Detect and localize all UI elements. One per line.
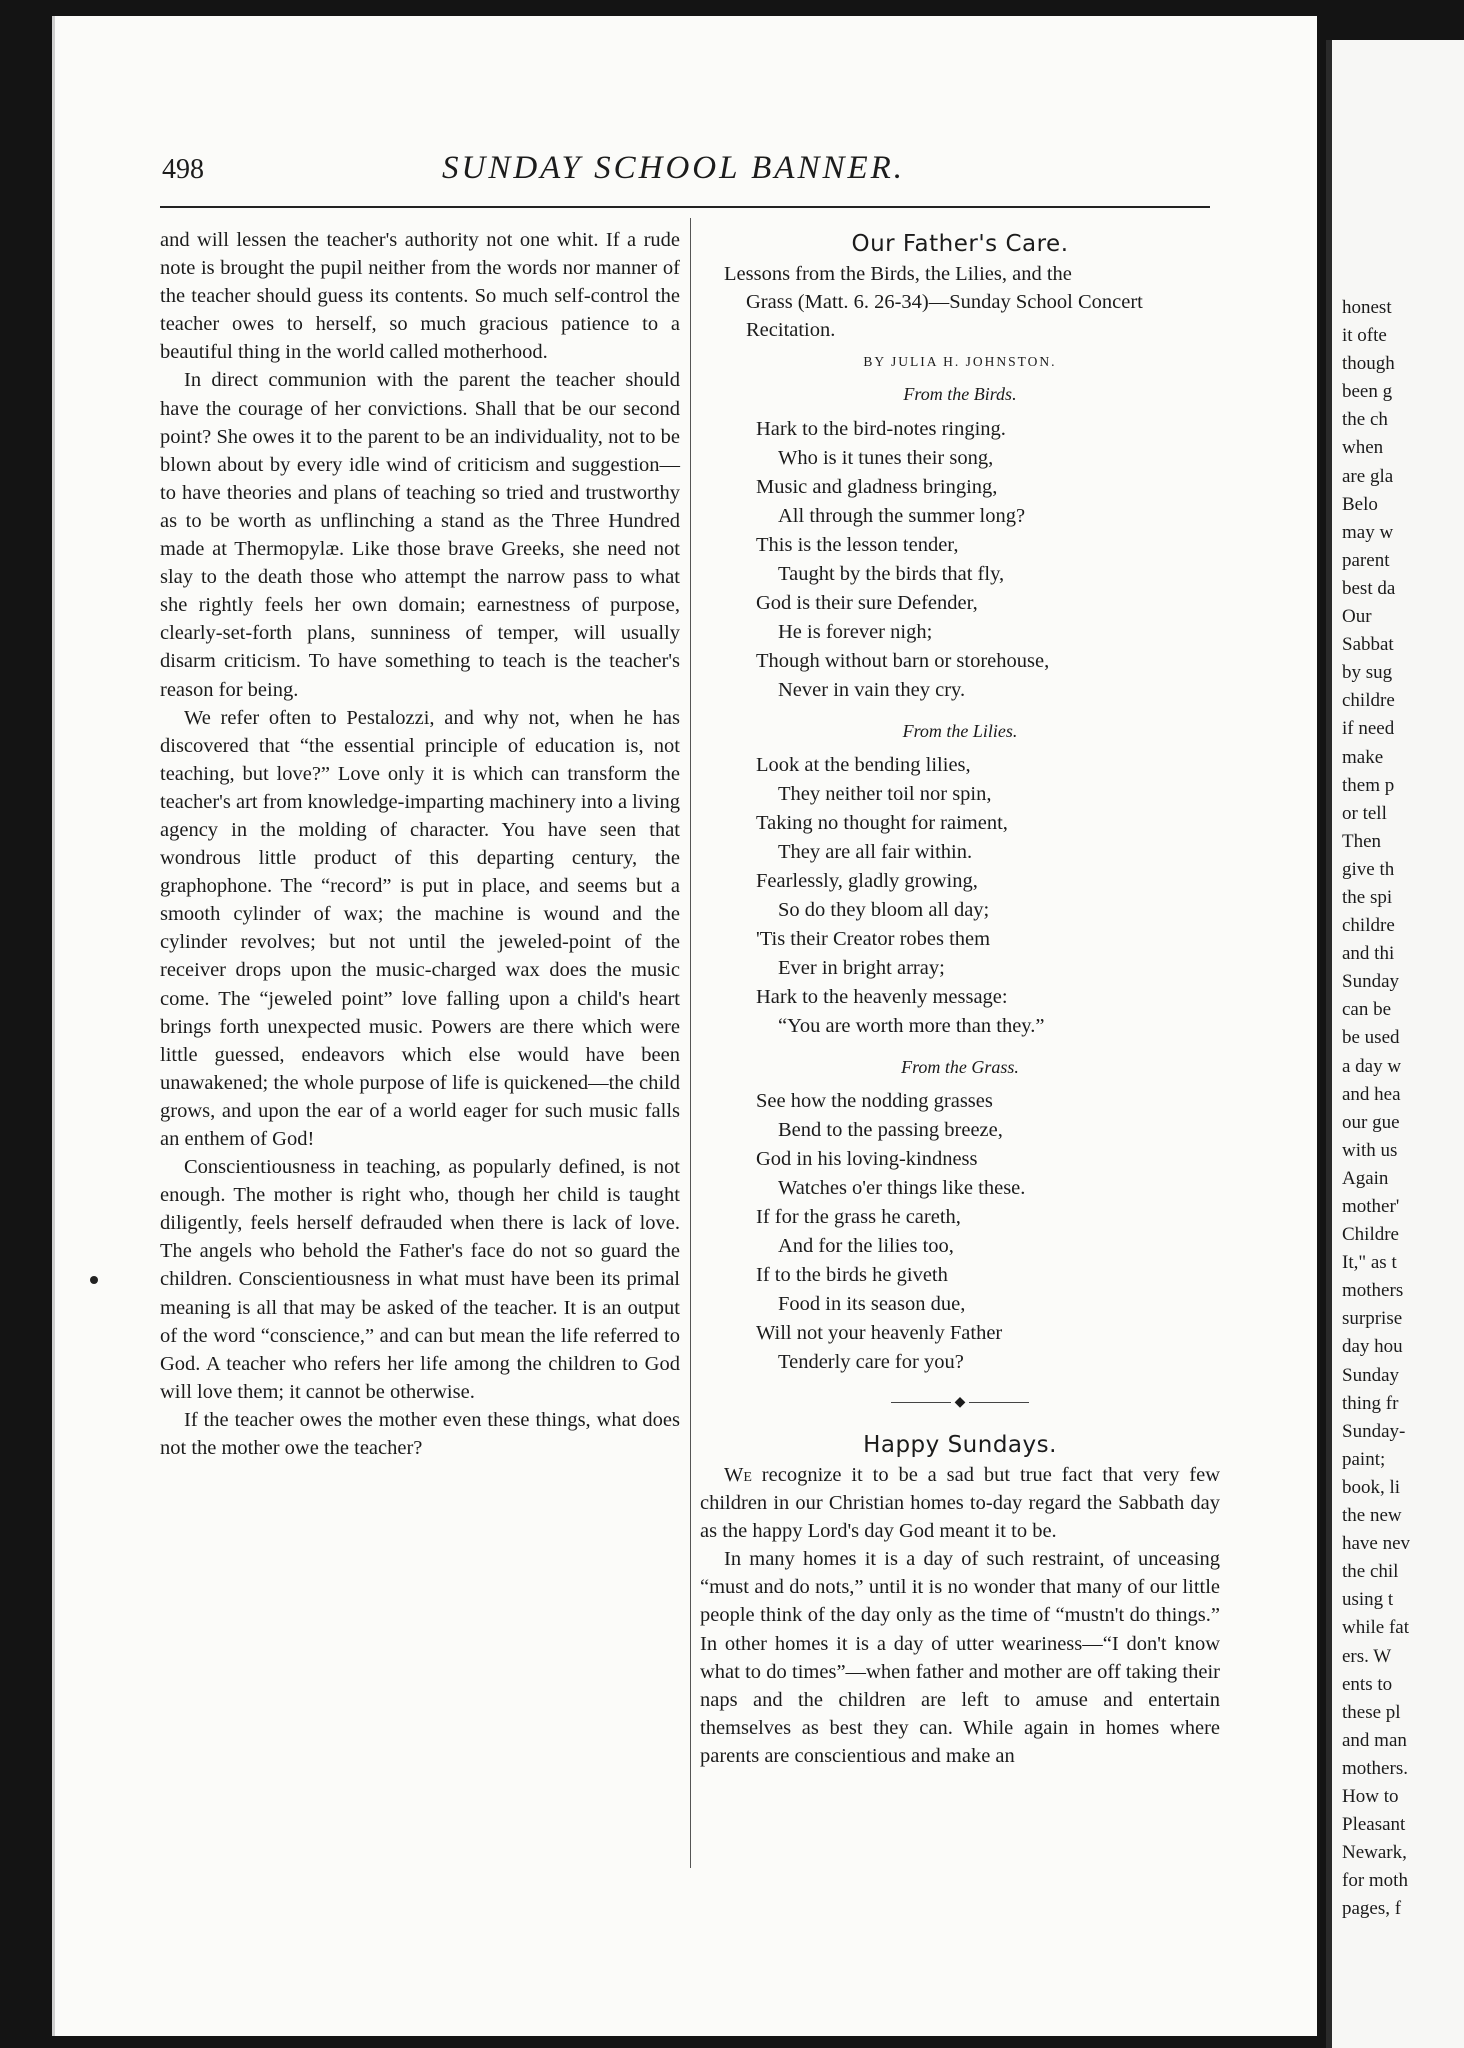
adjacent-page-text bbox=[1342, 294, 1410, 1923]
adjacent-page-line: Then bbox=[1342, 830, 1382, 852]
adjacent-page-line: a day w bbox=[1342, 1055, 1402, 1077]
adjacent-page-line: may w bbox=[1342, 521, 1394, 543]
poem-line: Food in its season due, bbox=[778, 1292, 966, 1315]
adjacent-page-line: Again bbox=[1342, 1167, 1389, 1189]
adjacent-page-line: Sunday bbox=[1342, 1364, 1399, 1386]
paragraph-text: recognize it to be a sad but true fact that very few children in our Christian homes to-day regard the Sabbath day as the happy Lord's day God meant it to be. bbox=[700, 1463, 1220, 1543]
adjacent-page-line: with us bbox=[1342, 1139, 1398, 1161]
adjacent-page-line: give th bbox=[1342, 858, 1395, 880]
adjacent-page-line: mothers. bbox=[1342, 1757, 1408, 1779]
poem-section-heading: From the Lilies. bbox=[902, 720, 1018, 741]
adjacent-page-line: Sunday- bbox=[1342, 1420, 1406, 1442]
adjacent-page-line: the ch bbox=[1342, 409, 1388, 431]
poem-line: 'Tis their Creator robes them bbox=[756, 927, 991, 950]
adjacent-page-line: or tell bbox=[1342, 802, 1387, 824]
dropcap: We bbox=[724, 1463, 752, 1486]
poem-line: They are all fair within. bbox=[778, 840, 973, 863]
poem-line: They neither toil nor spin, bbox=[778, 782, 992, 805]
poem-line: Hark to the heavenly message: bbox=[756, 985, 1008, 1008]
poem-line: All through the summer long? bbox=[778, 504, 1026, 527]
adjacent-page-line: childre bbox=[1342, 690, 1395, 712]
subtitle-line: Recitation. bbox=[746, 319, 836, 342]
poem-line: God is their sure Defender, bbox=[756, 591, 978, 614]
page-number: 498 bbox=[162, 154, 204, 185]
adjacent-page-line: day hou bbox=[1342, 1336, 1403, 1358]
adjacent-page-line: ents to bbox=[1342, 1673, 1393, 1695]
poem-line: He is forever nigh; bbox=[778, 620, 933, 643]
adjacent-page-line: it ofte bbox=[1342, 325, 1387, 347]
adjacent-page-line: ers. W bbox=[1342, 1645, 1392, 1667]
paragraph: In many homes it is a day of such restraint, of unceasing “must and do nots,” until it is no wonder that many of our little people think of the day only as the time of “mustn't do things.” In other homes it is a day of utter weariness—“I don't know what to do times”—when father and mother are off taking their naps and the children are left to amuse and entertain themselves as best they can. While again in homes where parents are conscientious and make an bbox=[700, 1548, 1220, 1767]
adjacent-page-line: the spi bbox=[1342, 886, 1393, 908]
adjacent-page-line: How to bbox=[1342, 1785, 1399, 1807]
adjacent-page-line: the new bbox=[1342, 1505, 1402, 1527]
poem-stanza bbox=[700, 1087, 1220, 1377]
adjacent-page-line: be used bbox=[1342, 1027, 1400, 1049]
poem-line: Never in vain they cry. bbox=[778, 678, 966, 701]
paragraph bbox=[700, 1461, 1220, 1545]
paragraph: and will lessen the teacher's authority not one whit. If a rude note is brought the pupil neither from the words nor manner of the teacher should guess its contents. So much self-control the teacher owes to herself, so much gracious patience to a beautiful thing in the world called motherhood. bbox=[160, 229, 680, 364]
adjacent-page-line: them p bbox=[1342, 774, 1395, 796]
article-title: Happy Sundays. bbox=[863, 1431, 1057, 1458]
adjacent-page-line: and man bbox=[1342, 1729, 1407, 1751]
poem-line: Though without barn or storehouse, bbox=[756, 649, 1050, 672]
adjacent-page-line: thing fr bbox=[1342, 1392, 1399, 1414]
margin-mark bbox=[90, 1276, 98, 1284]
adjacent-page-line: for moth bbox=[1342, 1870, 1408, 1892]
poem-line: Ever in bright array; bbox=[778, 956, 945, 979]
adjacent-page-line: have nev bbox=[1342, 1533, 1411, 1555]
poem-line: Look at the bending lilies, bbox=[756, 753, 971, 776]
byline: BY JULIA H. JOHNSTON. bbox=[863, 354, 1057, 370]
poem-section-heading: From the Birds. bbox=[903, 384, 1017, 405]
poem-line: Who is it tunes their song, bbox=[778, 446, 994, 469]
paragraph: In direct communion with the parent the teacher should have the courage of her convictions. Shall that be our second point? She owes it to the parent to be an individuality, not to be blown about by every idle wind of criticism and suggestion—to have theories and plans of teaching so tried and trustworthy as to be worth as unflinching a stand as the Three Hundred made at Thermopylæ. Like those brave Greeks, she need not slay to the death those who attempt the narrow pass to what she rightly feels her own domain; earnestness of purpose, clearly-set-forth plans, sunniness of temper, will usually disarm criticism. To have something to teach is the teacher's reason for being. bbox=[160, 369, 680, 701]
paragraph: Conscientiousness in teaching, as popularly defined, is not enough. The mother is right who, though her child is taught diligently, feels herself defrauded when there is lack of love. The angels who behold the Father's face do not so guard the children. Conscientiousness in what must have been its primal meaning is all that may be asked of the teacher. It is an output of the word “conscience,” and can but mean the life referred to God. A teacher who refers her life among the children to God will love them; it cannot be otherwise. bbox=[160, 1156, 680, 1403]
page-header bbox=[162, 150, 1218, 210]
section-ornament: ◆ bbox=[700, 1389, 1220, 1417]
poem-line: Bend to the passing breeze, bbox=[778, 1118, 1003, 1141]
right-column bbox=[700, 226, 1220, 1770]
adjacent-page-line: surprise bbox=[1342, 1308, 1403, 1330]
article-subtitle bbox=[700, 260, 1220, 344]
adjacent-page-line: Pleasant bbox=[1342, 1814, 1406, 1836]
adjacent-page-line: book, li bbox=[1342, 1476, 1401, 1498]
poem bbox=[700, 380, 1220, 1376]
adjacent-page-line: are gla bbox=[1342, 465, 1394, 487]
adjacent-page-line: It," as t bbox=[1342, 1252, 1397, 1274]
adjacent-page-line: Sunday bbox=[1342, 971, 1399, 993]
article-title: Our Father's Care. bbox=[851, 231, 1069, 257]
poem-line: And for the lilies too, bbox=[778, 1234, 954, 1257]
adjacent-page-line: and thi bbox=[1342, 943, 1395, 965]
adjacent-page-line: Our bbox=[1342, 606, 1372, 628]
subtitle-line: Grass (Matt. 6. 26-34)—Sunday School Concert bbox=[746, 291, 1143, 314]
adjacent-page-line: been g bbox=[1342, 381, 1393, 403]
adjacent-page-line: Newark, bbox=[1342, 1842, 1407, 1864]
adjacent-page-line: parent bbox=[1342, 549, 1390, 571]
adjacent-page-line: mothers bbox=[1342, 1280, 1404, 1302]
adjacent-page-line: Sabbat bbox=[1342, 634, 1394, 656]
header-rule bbox=[160, 206, 1210, 208]
left-column bbox=[160, 226, 680, 1462]
paragraph: We refer often to Pestalozzi, and why not, when he has discovered that “the essential principle of education is, not teaching, but love?” Love only it is which can transform the teacher's art from knowledge-imparting machinery into a living agency in the molding of character. You have seen that wondrous little product of this departing century, the graphophone. The “record” is put in place, and seems but a smooth cylinder of wax; the machine is wound and the cylinder revolves; but not until the jeweled-point of the receiver drops upon the music-charged wax does the music come. The “jeweled point” love falling upon a child's heart brings forth unexpected music. Powers are there which were little guessed, endeavors which else would have been unawakened; the whole purpose of life is quickened—the child grows, and upon the ear of a world eager for such music falls an enthem of God! bbox=[160, 706, 681, 1150]
adjacent-page-line: make bbox=[1342, 746, 1384, 768]
poem-section-heading: From the Grass. bbox=[901, 1056, 1019, 1077]
poem-line: Taught by the birds that fly, bbox=[778, 562, 1005, 585]
poem-line: See how the nodding grasses bbox=[756, 1089, 993, 1112]
poem-line: This is the lesson tender, bbox=[756, 533, 959, 556]
adjacent-page-line: though bbox=[1342, 353, 1395, 375]
adjacent-page-line: and hea bbox=[1342, 1083, 1401, 1105]
poem-stanza bbox=[700, 415, 1220, 705]
poem-line: Tenderly care for you? bbox=[778, 1350, 964, 1373]
adjacent-page-line: if need bbox=[1342, 718, 1395, 740]
adjacent-page-line: honest bbox=[1342, 297, 1392, 318]
paragraph: If the teacher owes the mother even these things, what does not the mother owe the teacher? bbox=[160, 1408, 680, 1460]
subtitle-line: Lessons from the Birds, the Lilies, and the bbox=[724, 263, 1072, 286]
adjacent-page-line: using t bbox=[1342, 1589, 1394, 1611]
adjacent-page-line: while fat bbox=[1342, 1617, 1410, 1639]
adjacent-page-line: our gue bbox=[1342, 1111, 1400, 1133]
adjacent-page-line: by sug bbox=[1342, 662, 1393, 684]
poem-line: So do they bloom all day; bbox=[778, 898, 990, 921]
adjacent-page-line: childre bbox=[1342, 915, 1395, 937]
poem-line: Hark to the bird-notes ringing. bbox=[756, 417, 1006, 440]
running-title: SUNDAY SCHOOL BANNER. bbox=[442, 150, 906, 186]
adjacent-page-line: these pl bbox=[1342, 1701, 1401, 1723]
poem-line: If for the grass he careth, bbox=[756, 1205, 961, 1228]
adjacent-page-line: the chil bbox=[1342, 1561, 1399, 1583]
adjacent-page-line: pages, f bbox=[1342, 1898, 1402, 1920]
adjacent-page-line: when bbox=[1342, 437, 1384, 459]
poem-line: God in his loving-kindness bbox=[756, 1147, 978, 1170]
poem-line: If to the birds he giveth bbox=[756, 1263, 948, 1286]
adjacent-page-line: best da bbox=[1342, 577, 1396, 599]
column-divider bbox=[690, 218, 691, 1868]
poem-line: Taking no thought for raiment, bbox=[756, 811, 1008, 834]
poem-line: Watches o'er things like these. bbox=[778, 1176, 1026, 1199]
adjacent-page-line: Childre bbox=[1342, 1224, 1399, 1246]
adjacent-page-edge bbox=[1326, 40, 1464, 2048]
adjacent-page-line: paint; bbox=[1342, 1448, 1386, 1470]
adjacent-page-line: mother' bbox=[1342, 1196, 1400, 1217]
poem-stanza bbox=[700, 751, 1220, 1041]
poem-line: “You are worth more than they.” bbox=[778, 1014, 1045, 1037]
adjacent-page-line: can be bbox=[1342, 999, 1392, 1021]
adjacent-page-line: Belo bbox=[1342, 493, 1378, 515]
poem-line: Fearlessly, gladly growing, bbox=[756, 869, 978, 892]
poem-line: Will not your heavenly Father bbox=[756, 1321, 1003, 1344]
poem-line: Music and gladness bringing, bbox=[756, 475, 998, 498]
